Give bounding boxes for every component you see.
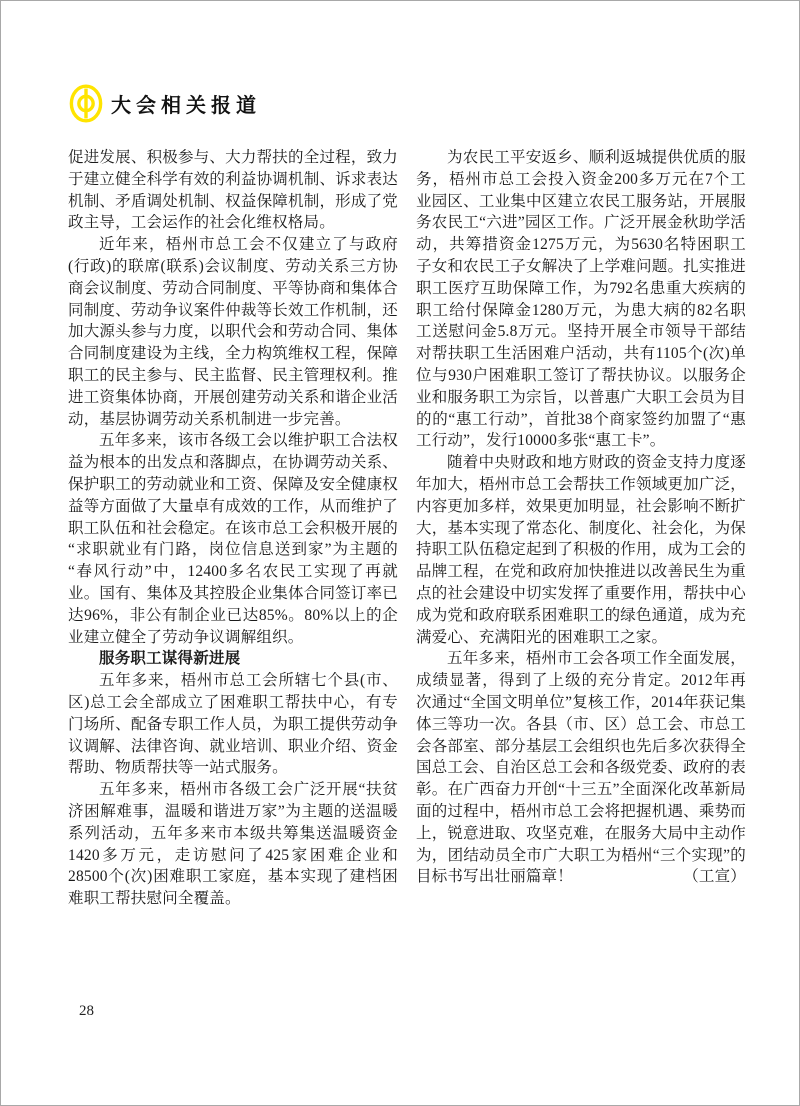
paragraph: 为农民工平安返乡、顺利返城提供优质的服务，梧州市总工会投入资金200多万元在7个工业园区、工业集中区建立农民工服务站，开展服务农民工“六进”园区工作。广泛开展金秋助学活动，共筹措资金1275万元，为5630名特困职工子女和农民工子女解决了上学难问题。扎实推进职工医疗互助保障工作，为792名患重大疾病的职工给付保障金1280万元，为患大病的82名职工送慰问金5.8万元。坚持开展全市领导干部结对帮扶职工生活困难户活动，共有1105个(次)单位与930户困难职工签订了帮扶协议。以服务企业和服务职工为宗旨，以普惠广大职工会员为目的的“惠工行动”，首批38个商家签约加盟了“惠工行动”，发行10000多张“惠工卡”。 [416,149,746,450]
page-number: 28 [79,1003,94,1019]
right-column [416,147,746,910]
paragraph: 促进发展、积极参与、大力帮扶的全过程，致力于建立健全科学有效的利益协调机制、诉求表达机制、矛盾调处机制、权益保障机制，形成了党政主导，工会运作的社会化维权格局。 [68,149,398,232]
page-title: 大会相关报道 [111,95,261,117]
paragraph: 五年多来，该市各级工会以维护职工合法权益为根本的出发点和落脚点，在协调劳动关系、保护职工的劳动就业和工资、保障及安全健康权益等方面做了大量卓有成效的工作，从而维护了职工队伍和社会稳定。在该市总工会积极开展的“求职就业有门路，岗位信息送到家”为主题的“春风行动”中，12400多名农民工实现了再就业。国有、集体及其控股企业集体合同签订率已达96%，非公有制企业已达85%。80%以上的企业建立健全了劳动争议调解组织。 [68,432,398,646]
byline: （工宣） [683,868,746,886]
page-header [69,83,261,124]
left-column [68,147,398,910]
paragraph: 五年多来，梧州市工会各项工作全面发展，成绩显著，得到了上级的充分肯定。2012年再次通过“全国文明单位”复核工作，2014年获记集体三等功一次。各县（市、区）总工会、市总工会各部室、部分基层工会组织也先后多次获得全国总工会、自治区总工会和各级党委、政府的表彰。在广西奋力开创“十三五”全面深化改革新局面的过程中，梧州市总工会将把握机遇、乘势而上，锐意进取、攻坚克难，在服务大局中主动作为，团结动员全市广大职工为梧州“三个实现”的目标书写出壮丽篇章！ （工宣） [416,648,746,888]
article-body [68,147,746,910]
paragraph: 五年多来，梧州市各级工会广泛开展“扶贫济困解难事，温暖和谐进万家”为主题的送温暖系列活动，五年多来市本级共筹集送温暖资金1420多万元，走访慰问了425家困难企业和28500个(次)困难职工家庭，基本实现了建档困难职工帮扶慰问全覆盖。 [68,781,398,908]
paragraph: 随着中央财政和地方财政的资金支持力度逐年加大，梧州市总工会帮扶工作领域更加广泛，内容更加多样，效果更加明显，社会影响不断扩大，基本实现了常态化、制度化、社会化，为保持职工队伍稳定起到了积极的作用，成为工会的品牌工程，在党和政府加快推进以改善民生为重点的社会建设中切实发挥了重要作用，帮扶中心成为党和政府联系困难职工的绿色通道，成为充满爱心、充满阳光的困难职工之家。 [416,454,746,646]
paragraph: 五年多来，梧州市总工会所辖七个县(市、区)总工会全部成立了困难职工帮扶中心，有专门场所、配备专职工作人员，为职工提供劳动争议调解、法律咨询、就业培训、职业介绍、资金帮助、物质帮扶等一站式服务。 [68,672,398,777]
section-heading: 服务职工谋得新进展 [99,650,241,668]
union-emblem-icon [69,83,103,124]
paragraph: 近年来，梧州市总工会不仅建立了与政府(行政)的联席(联系)会议制度、劳动关系三方协商会议制度、劳动合同制度、平等协商和集体合同制度、劳动争议案件仲裁等长效工作机制，还加大源头参与力度，以职代会和劳动合同、集体合同制度建设为主线，全力构筑维权工程，保障职工的民主参与、民主监督、民主管理权利。推进工资集体协商，开展创建劳动关系和谐企业活动，基层协调劳动关系机制进一步完善。 [68,236,398,428]
